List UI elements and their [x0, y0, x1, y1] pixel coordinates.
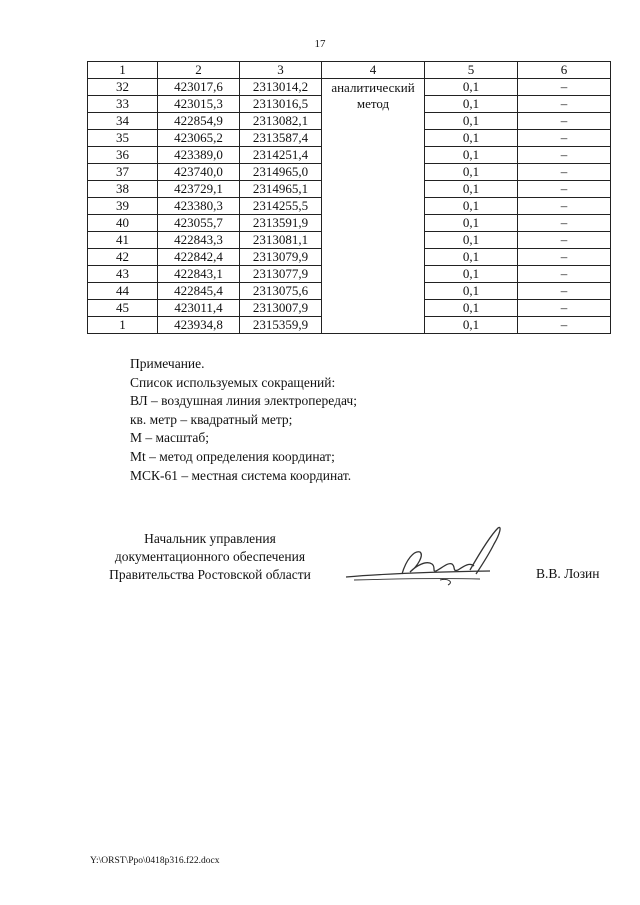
point-number-cell: 33 — [88, 96, 158, 113]
column-6-cell: – — [518, 181, 611, 198]
abbreviation-item: Mt – метод определения координат; — [130, 448, 335, 464]
x-coordinate-cell: 422854,9 — [158, 113, 240, 130]
accuracy-cell: 0,1 — [425, 266, 518, 283]
accuracy-cell: 0,1 — [425, 317, 518, 334]
x-coordinate-cell: 422843,3 — [158, 232, 240, 249]
column-6-cell: – — [518, 147, 611, 164]
abbreviation-item: М – масштаб; — [130, 430, 210, 446]
method-cell: аналитический метод — [322, 79, 425, 334]
accuracy-cell: 0,1 — [425, 215, 518, 232]
accuracy-cell: 0,1 — [425, 300, 518, 317]
x-coordinate-cell: 423380,3 — [158, 198, 240, 215]
x-coordinate-cell: 423055,7 — [158, 215, 240, 232]
x-coordinate-cell: 423017,6 — [158, 79, 240, 96]
x-coordinate-cell: 423011,4 — [158, 300, 240, 317]
column-6-cell: – — [518, 113, 611, 130]
y-coordinate-cell: 2313075,6 — [240, 283, 322, 300]
column-6-cell: – — [518, 300, 611, 317]
column-6-cell: – — [518, 249, 611, 266]
column-6-cell: – — [518, 96, 611, 113]
point-number-cell: 45 — [88, 300, 158, 317]
accuracy-cell: 0,1 — [425, 232, 518, 249]
point-number-cell: 42 — [88, 249, 158, 266]
header-cell: 3 — [240, 62, 322, 79]
accuracy-cell: 0,1 — [425, 113, 518, 130]
y-coordinate-cell: 2315359,9 — [240, 317, 322, 334]
signatory-name: В.В. Лозин — [536, 566, 600, 581]
header-cell: 5 — [425, 62, 518, 79]
point-number-cell: 1 — [88, 317, 158, 334]
y-coordinate-cell: 2313079,9 — [240, 249, 322, 266]
accuracy-cell: 0,1 — [425, 164, 518, 181]
point-number-cell: 40 — [88, 215, 158, 232]
page-number: 17 — [314, 38, 326, 50]
y-coordinate-cell: 2314965,1 — [240, 181, 322, 198]
file-path: Y:\ORST\Ppo\0418p316.f22.docx — [90, 856, 220, 866]
column-6-cell: – — [518, 79, 611, 96]
y-coordinate-cell: 2314251,4 — [240, 147, 322, 164]
point-number-cell: 32 — [88, 79, 158, 96]
column-6-cell: – — [518, 317, 611, 334]
table-row — [88, 79, 611, 96]
table-header-row — [88, 62, 611, 79]
accuracy-cell: 0,1 — [425, 181, 518, 198]
point-number-cell: 37 — [88, 164, 158, 181]
table-body — [88, 79, 611, 334]
signatory-title-line: документационного обеспечения — [114, 549, 306, 564]
y-coordinate-cell: 2313016,5 — [240, 96, 322, 113]
x-coordinate-cell: 422843,1 — [158, 266, 240, 283]
accuracy-cell: 0,1 — [425, 283, 518, 300]
header-cell: 4 — [322, 62, 425, 79]
y-coordinate-cell: 2314965,0 — [240, 164, 322, 181]
point-number-cell: 35 — [88, 130, 158, 147]
column-6-cell: – — [518, 215, 611, 232]
abbreviations-heading: Список используемых сокращений: — [130, 374, 336, 390]
column-6-cell: – — [518, 164, 611, 181]
coordinates-table — [87, 61, 611, 334]
y-coordinate-cell: 2313587,4 — [240, 130, 322, 147]
abbreviation-item: ВЛ – воздушная линия электропередач; — [130, 393, 357, 409]
header-cell: 6 — [518, 62, 611, 79]
point-number-cell: 36 — [88, 147, 158, 164]
y-coordinate-cell: 2314255,5 — [240, 198, 322, 215]
point-number-cell: 41 — [88, 232, 158, 249]
point-number-cell: 38 — [88, 181, 158, 198]
x-coordinate-cell: 423729,1 — [158, 181, 240, 198]
x-coordinate-cell: 423015,3 — [158, 96, 240, 113]
column-6-cell: – — [518, 198, 611, 215]
x-coordinate-cell: 422842,4 — [158, 249, 240, 266]
point-number-cell: 34 — [88, 113, 158, 130]
signatory-title-line: Правительства Ростовской области — [109, 567, 311, 582]
y-coordinate-cell: 2313591,9 — [240, 215, 322, 232]
notes-heading: Примечание. — [130, 356, 205, 371]
x-coordinate-cell: 422845,4 — [158, 283, 240, 300]
accuracy-cell: 0,1 — [425, 79, 518, 96]
column-6-cell: – — [518, 130, 611, 147]
y-coordinate-cell: 2313077,9 — [240, 266, 322, 283]
x-coordinate-cell: 423934,8 — [158, 317, 240, 334]
y-coordinate-cell: 2313081,1 — [240, 232, 322, 249]
y-coordinate-cell: 2313014,2 — [240, 79, 322, 96]
x-coordinate-cell: 423065,2 — [158, 130, 240, 147]
column-6-cell: – — [518, 283, 611, 300]
x-coordinate-cell: 423740,0 — [158, 164, 240, 181]
abbreviation-item: кв. метр – квадратный метр; — [130, 411, 293, 427]
accuracy-cell: 0,1 — [425, 96, 518, 113]
abbreviation-item: МСК-61 – местная система координат. — [130, 467, 352, 483]
accuracy-cell: 0,1 — [425, 249, 518, 266]
accuracy-cell: 0,1 — [425, 147, 518, 164]
x-coordinate-cell: 423389,0 — [158, 147, 240, 164]
y-coordinate-cell: 2313007,9 — [240, 300, 322, 317]
header-cell: 2 — [158, 62, 240, 79]
column-6-cell: – — [518, 266, 611, 283]
accuracy-cell: 0,1 — [425, 130, 518, 147]
y-coordinate-cell: 2313082,1 — [240, 113, 322, 130]
point-number-cell: 44 — [88, 283, 158, 300]
signatory-title-line: Начальник управления — [144, 531, 276, 546]
accuracy-cell: 0,1 — [425, 198, 518, 215]
point-number-cell: 43 — [88, 266, 158, 283]
column-6-cell: – — [518, 232, 611, 249]
handwritten-signature-icon — [340, 522, 520, 599]
signatory-title — [90, 530, 330, 584]
notes-block — [130, 355, 357, 485]
point-number-cell: 39 — [88, 198, 158, 215]
header-cell: 1 — [88, 62, 158, 79]
